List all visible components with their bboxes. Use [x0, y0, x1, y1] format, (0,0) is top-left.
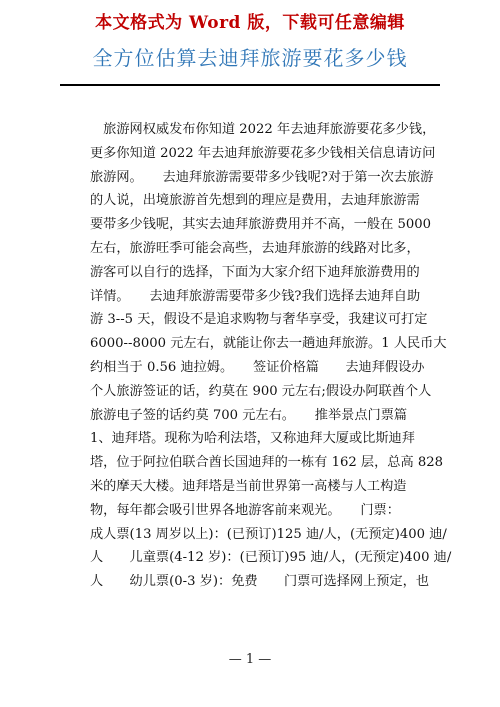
- text-line: 约相当于 0.56 迪拉姆。 签证价格篇 去迪拜假设办: [90, 359, 425, 375]
- text-line: 人 幼儿票(0-3 岁)：免费 门票可选择网上预定，也: [90, 574, 430, 590]
- page-number: — 1 —: [228, 652, 272, 667]
- text-line: 塔，位于阿拉伯联合酋长国迪拜的一栋有 162 层，总高 828: [90, 455, 444, 471]
- text-line: 要带多少钱呢，其实去迪拜旅游费用并不高，一般在 5000: [90, 217, 432, 233]
- text-line: 1、迪拜塔。现称为哈利法塔，又称迪拜大厦或比斯迪拜: [90, 431, 415, 447]
- text-line: 旅游电子签的话约莫 700 元左右。 推举景点门票篇: [90, 407, 408, 423]
- text-line: 旅游网。 去迪拜旅游需要带多少钱呢?对于第一次去旅游: [90, 169, 434, 185]
- title-divider: [60, 84, 440, 86]
- text-line: 的人说，出境旅游首先想到的理应是费用，去迪拜旅游需: [90, 193, 420, 209]
- text-line: 人 儿童票(4-12 岁)：(已预订)95 迪/人，(无预定)400 迪/: [90, 550, 452, 566]
- text-line: 个人旅游签证的话，约莫在 900 元左右;假设办阿联酋个人: [90, 383, 432, 399]
- text-line: 6000--8000 元左右，就能让你去一趟迪拜旅游。1 人民币大: [90, 336, 447, 352]
- text-line: 成人票(13 周岁以上)：(已预订)125 迪/人，(无预定)400 迪/: [90, 526, 447, 542]
- text-line: 游客可以自行的选择，下面为大家介绍下迪拜旅游费用的: [90, 264, 420, 280]
- format-banner: 本文格式为 Word 版，下载可任意编辑: [95, 13, 405, 33]
- text-line: 更多你知道 2022 年去迪拜旅游要花多少钱相关信息请访问: [90, 145, 436, 161]
- text-line: 左右，旅游旺季可能会高些，去迪拜旅游的线路对比多，: [90, 240, 420, 256]
- text-line: 物，每年都会吸引世界各地游客前来观光。 门票：: [90, 502, 400, 518]
- text-line: 旅游网权威发布你知道 2022 年去迪拜旅游要花多少钱，: [90, 122, 436, 137]
- document-title: 全方位估算去迪拜旅游要花多少钱: [92, 46, 408, 70]
- text-line: 游 3--5 天，假设不是追求购物与奢华享受，我建议可打定: [90, 312, 428, 328]
- text-line: 米的摩天大楼。迪拜塔是当前世界第一高楼与人工构造: [90, 478, 407, 494]
- text-line: 详情。 去迪拜旅游需要带多少钱?我们选择去迪拜自助: [90, 288, 421, 304]
- body-paragraph: [90, 118, 452, 594]
